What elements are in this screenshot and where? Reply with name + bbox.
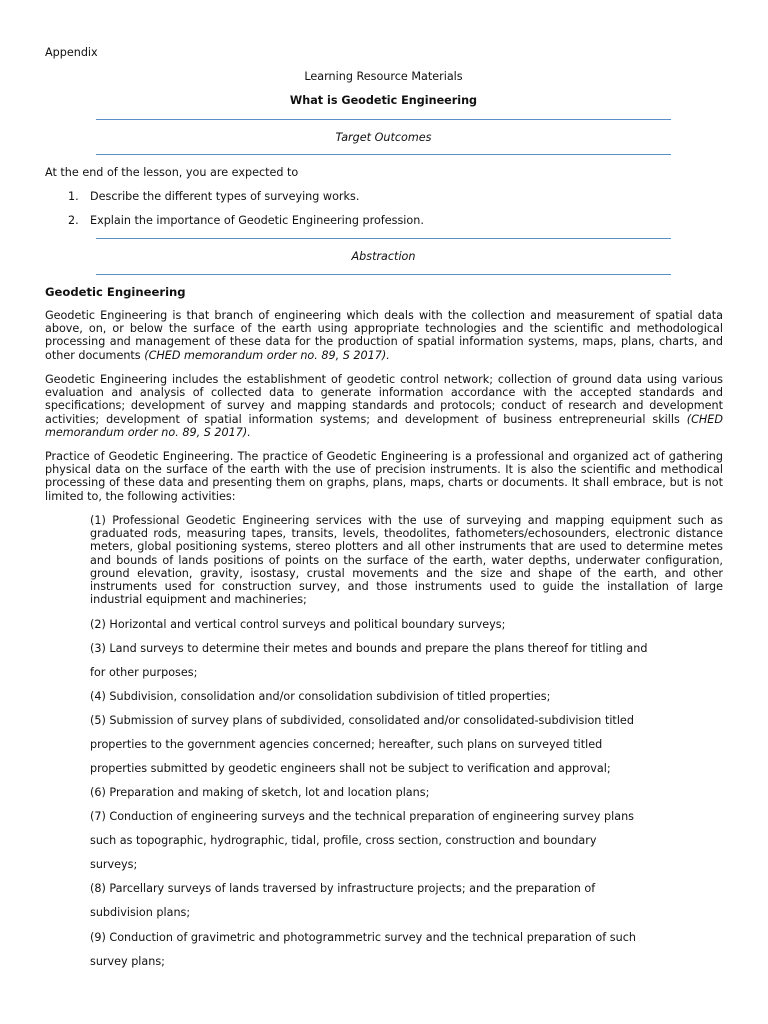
paragraph-text: Geodetic Engineering includes the establishment of geodetic control network; collection of ground data using various evaluation and analysis of collected data to generate information accordance with the accepted standards and specifications; development of survey and mapping standards and protocols; conduct of research and development activities; development of spatial information systems; and development of business entrepreneurial skills (45, 373, 723, 426)
activity-line: surveys; (90, 858, 138, 871)
paragraph (45, 309, 723, 362)
paragraph-text: Geodetic Engineering is that branch of engineering which deals with the collection and measurement of spatial data above, on, or below the surface of the earth using appropriate technologies and the scientific and methodological processing and management of these data for the production of spatial information systems, maps, plans, charts, and other documents (45, 309, 723, 362)
divider-rule (96, 119, 671, 120)
activity-line: (7) Conduction of engineering surveys and the technical preparation of engineering survey plans (90, 810, 634, 823)
activity-line: properties to the government agencies concerned; hereafter, such plans on surveyed titled (90, 738, 603, 751)
activity-line: (4) Subdivision, consolidation and/or consolidation subdivision of titled properties; (90, 690, 551, 703)
activity-line: properties submitted by geodetic engineers shall not be subject to verification and approval; (90, 762, 611, 775)
citation: (CHED memorandum order no. 89, S 2017). (45, 412, 723, 439)
divider-rule (96, 154, 671, 155)
divider-rule (96, 274, 671, 275)
paragraph (45, 450, 723, 503)
activity-line: (9) Conduction of gravimetric and photogrammetric survey and the technical preparation of such (90, 931, 636, 944)
outcome-item: Describe the different types of surveying works. (90, 190, 360, 203)
activity-line: subdivision plans; (90, 906, 191, 919)
outcome-item: Explain the importance of Geodetic Engineering profession. (90, 214, 424, 227)
citation: (CHED memorandum order no. 89, S 2017). (144, 348, 390, 362)
paragraph-text: Practice of Geodetic Engineering. The practice of Geodetic Engineering is a professional and organized act of gathering physical data on the surface of the earth with the use of precision instruments. It is also the scientific and methodical processing of these data and presenting them on graphs, plans, maps, charts or documents. It shall embrace, but is not limited to, the following activities: (45, 450, 723, 503)
target-outcomes-heading: Target Outcomes (335, 131, 432, 144)
activity-item: (1) Professional Geodetic Engineering services with the use of surveying and mapping equipment such as graduated rods, measuring tapes, transits, levels, theodolites, fathometers/echosounders, electronic distance meters, global positioning systems, stereo plotters and all other instruments that are used to determine metes and bounds of lands positions of points on the surface of the earth, water depths, underwater configuration, ground elevation, gravity, isostasy, crustal movements and the size and shape of the earth, and other instruments used for construction survey, and those instruments used to guide the installation of large industrial equipment and machineries; (90, 514, 723, 607)
outcome-number: 1. (68, 190, 79, 203)
section-title: Geodetic Engineering (45, 285, 186, 299)
outcome-number: 2. (68, 214, 79, 227)
activity-line: (3) Land surveys to determine their metes and bounds and prepare the plans thereof for titling and (90, 642, 648, 655)
abstraction-heading: Abstraction (351, 250, 416, 263)
activity-line: for other purposes; (90, 666, 198, 679)
paragraph (45, 373, 723, 439)
appendix-label: Appendix (45, 46, 98, 59)
activity-line: (5) Submission of survey plans of subdivided, consolidated and/or consolidated-subdivision titled (90, 714, 634, 727)
activity-line: (8) Parcellary surveys of lands traversed by infrastructure projects; and the preparation of (90, 882, 596, 895)
document-subtitle: Learning Resource Materials (304, 70, 463, 83)
activity-line: such as topographic, hydrographic, tidal, profile, cross section, construction and boundary (90, 834, 597, 847)
activity-line: (6) Preparation and making of sketch, lot and location plans; (90, 786, 430, 799)
outcomes-intro: At the end of the lesson, you are expected to (45, 166, 299, 179)
activity-line: survey plans; (90, 955, 165, 968)
divider-rule (96, 238, 671, 239)
page-title: What is Geodetic Engineering (289, 94, 478, 107)
activity-line: (2) Horizontal and vertical control surveys and political boundary surveys; (90, 618, 506, 631)
